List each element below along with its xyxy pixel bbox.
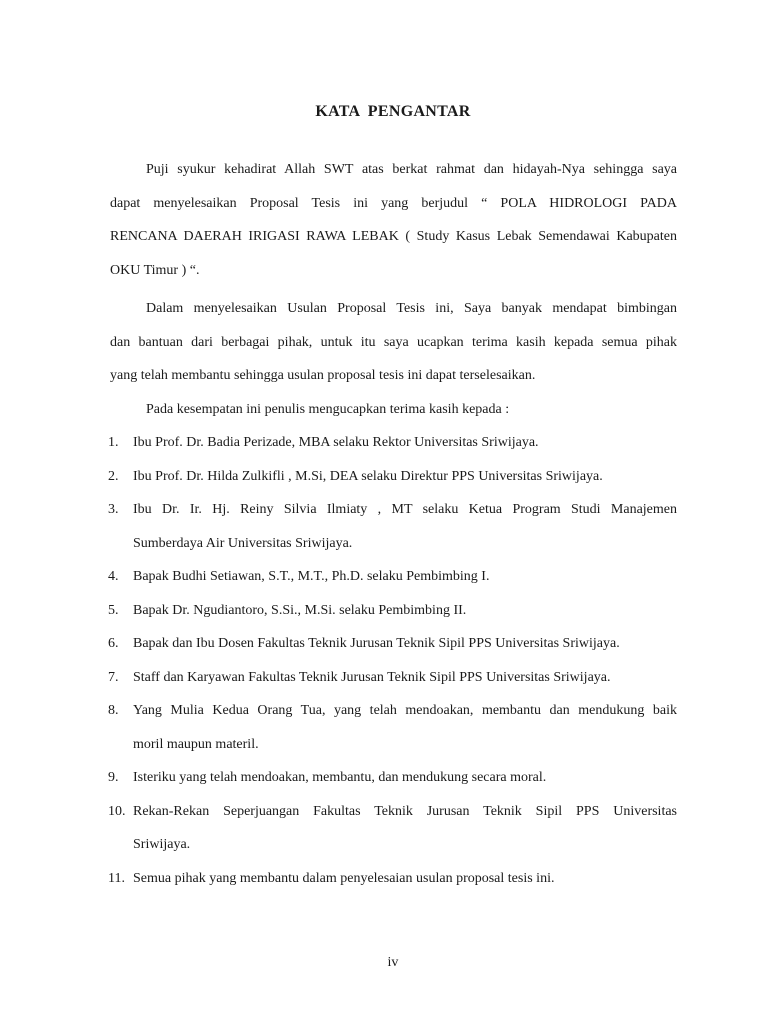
list-item-number: 10. [108,803,126,819]
list-item-number: 4. [108,569,119,584]
thanks-list [108,433,677,902]
paragraph-line: Dalam menyelesaikan Usulan Proposal Tesis ini, Saya banyak mendapat bimbingan [146,301,677,316]
list-item-number: 8. [108,703,119,718]
list-item-line: Sriwijaya. [133,837,191,852]
list-item-line: Bapak Dr. Ngudiantoro, S.Si., M.Si. selaku Pembimbing II. [133,602,467,618]
list-item-line: Yang Mulia Kedua Orang Tua, yang telah mendoakan, membantu dan mendukung baik [133,703,677,718]
list-item-number: 1. [108,435,119,450]
list-item [108,802,677,869]
paragraph-line: OKU Timur ) “. [110,262,200,278]
list-item-number: 3. [108,502,119,517]
list-item-number: 11. [108,870,125,886]
list-item-number: 2. [108,468,119,484]
list-item-line: moril maupun materil. [133,736,259,752]
list-item-line: Bapak Budhi Setiawan, S.T., M.T., Ph.D. selaku Pembimbing I. [133,569,490,584]
paragraph-thanks-intro [110,400,677,434]
list-item-line: Ibu Dr. Ir. Hj. Reiny Silvia Ilmiaty , MT selaku Ketua Program Studi Manajemen [133,502,677,517]
list-item-number: 6. [108,636,119,651]
list-item-line: Ibu Prof. Dr. Badia Perizade, MBA selaku Rektor Universitas Sriwijaya. [133,435,539,450]
list-item-line: Semua pihak yang membantu dalam penyelesaian usulan proposal tesis ini. [133,870,555,886]
list-item-line: Sumberdaya Air Universitas Sriwijaya. [133,535,353,551]
list-item [108,500,677,567]
list-item [108,668,677,702]
list-item-line: Staff dan Karyawan Fakultas Teknik Jurusan Teknik Sipil PPS Universitas Sriwijaya. [133,669,611,685]
paragraph-opening [110,160,677,294]
page-title: KATA PENGANTAR [315,103,471,120]
list-item-number: 7. [108,669,119,685]
list-item-number: 9. [108,770,119,785]
paragraph-line: Pada kesempatan ini penulis mengucapkan terima kasih kepada : [146,402,510,417]
paragraph-line: yang telah membantu sehingga usulan proposal tesis ini dapat terselesaikan. [110,368,536,383]
list-item [108,768,677,802]
list-item [108,701,677,768]
paragraph-line: Puji syukur kehadirat Allah SWT atas berkat rahmat dan hidayah-Nya sehingga saya [146,162,677,177]
list-item-line: Rekan-Rekan Seperjuangan Fakultas Teknik Jurusan Teknik Sipil PPS Universitas [133,803,677,819]
paragraph-line: dapat menyelesaikan Proposal Tesis ini yang berjudul “ POLA HIDROLOGI PADA [110,195,677,211]
list-item [108,567,677,601]
paragraph-acknowledgement [110,299,677,400]
list-item-line: Ibu Prof. Dr. Hilda Zulkifli , M.Si, DEA selaku Direktur PPS Universitas Sriwijaya. [133,468,603,484]
list-item [108,433,677,467]
list-item-line: Isteriku yang telah mendoakan, membantu, dan mendukung secara moral. [133,770,547,785]
list-item-number: 5. [108,602,119,618]
list-item [108,634,677,668]
page-number: iv [387,955,399,970]
list-item [108,601,677,635]
paragraph-line: RENCANA DAERAH IRIGASI RAWA LEBAK ( Study Kasus Lebak Semendawai Kabupaten [110,229,677,244]
list-item-line: Bapak dan Ibu Dosen Fakultas Teknik Jurusan Teknik Sipil PPS Universitas Sriwijaya. [133,636,620,651]
list-item [108,467,677,501]
paragraph-line: dan bantuan dari berbagai pihak, untuk itu saya ucapkan terima kasih kepada semua pihak [110,334,677,350]
list-item [108,869,677,903]
